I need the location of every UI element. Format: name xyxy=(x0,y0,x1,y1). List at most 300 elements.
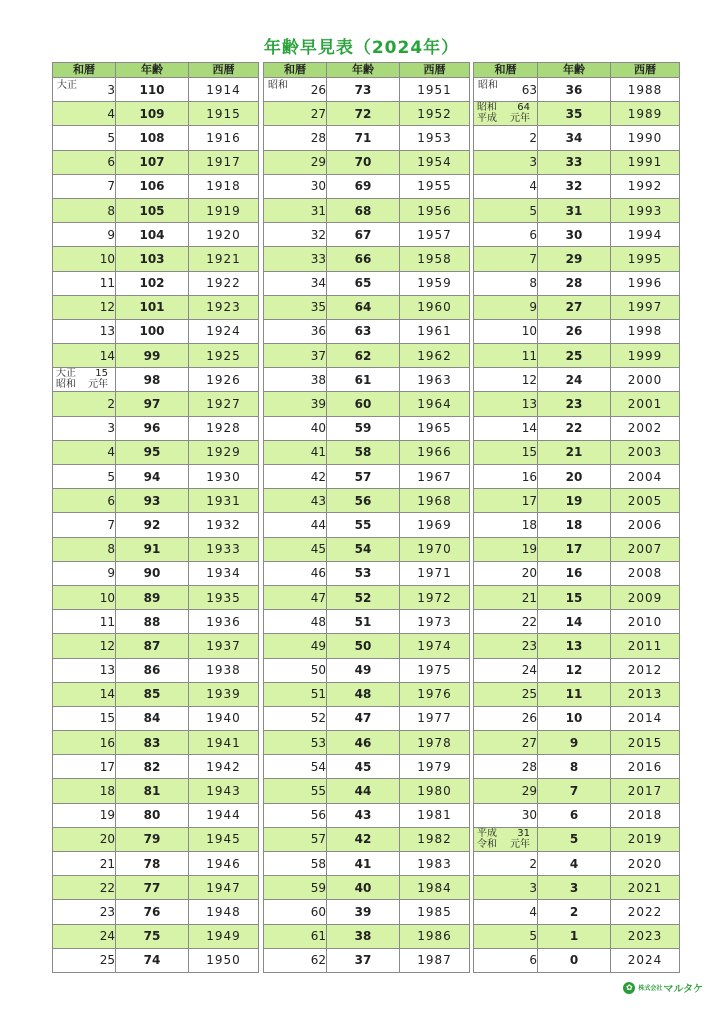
table-row xyxy=(474,537,680,561)
table-row xyxy=(53,126,259,150)
table-row xyxy=(474,465,680,489)
era-year: 14 xyxy=(521,421,537,436)
age-cell: 87 xyxy=(116,634,189,658)
era-cell xyxy=(264,948,327,972)
era-cell xyxy=(53,827,116,851)
table-row xyxy=(53,513,259,537)
era-cell xyxy=(53,634,116,658)
era-cell xyxy=(474,634,538,658)
era-cell xyxy=(264,731,327,755)
year-cell: 2023 xyxy=(611,924,680,948)
era-cell xyxy=(474,174,538,198)
era-cell xyxy=(474,537,538,561)
era-cell xyxy=(53,223,116,247)
era-year: 4 xyxy=(529,179,537,194)
age-cell: 84 xyxy=(116,706,189,730)
era-year: 19 xyxy=(521,542,537,557)
era-year: 63 xyxy=(521,82,537,97)
era-cell xyxy=(264,78,327,102)
era-cell xyxy=(264,658,327,682)
era-cell xyxy=(264,634,327,658)
era-name: 平成 xyxy=(477,827,497,839)
era-year: 12 xyxy=(99,300,115,315)
table-row xyxy=(264,634,470,658)
year-cell: 1947 xyxy=(189,876,259,900)
era-cell xyxy=(474,852,538,876)
year-cell: 1944 xyxy=(189,803,259,827)
age-cell: 88 xyxy=(116,610,189,634)
era-cell xyxy=(53,440,116,464)
age-cell: 1 xyxy=(538,924,611,948)
table-row xyxy=(53,440,259,464)
year-cell: 1915 xyxy=(189,102,259,126)
era-year: 16 xyxy=(99,735,115,750)
era-cell xyxy=(474,368,538,392)
age-cell: 41 xyxy=(327,852,400,876)
era-year: 41 xyxy=(310,445,326,460)
age-cell: 27 xyxy=(538,295,611,319)
table-row xyxy=(264,755,470,779)
table-row xyxy=(264,561,470,585)
era-year: 32 xyxy=(310,227,326,242)
era-cell xyxy=(474,247,538,271)
era-year: 19 xyxy=(99,808,115,823)
era-cell xyxy=(264,561,327,585)
era-cell xyxy=(474,561,538,585)
year-cell: 1914 xyxy=(189,78,259,102)
table-row xyxy=(474,126,680,150)
year-cell: 1963 xyxy=(400,368,470,392)
table-row xyxy=(264,731,470,755)
age-cell: 30 xyxy=(538,223,611,247)
table-row xyxy=(53,634,259,658)
era-cell xyxy=(53,803,116,827)
age-cell: 25 xyxy=(538,344,611,368)
age-cell: 82 xyxy=(116,755,189,779)
year-cell: 1935 xyxy=(189,585,259,609)
age-cell: 10 xyxy=(538,706,611,730)
era-year: 6 xyxy=(107,155,115,170)
year-cell: 1970 xyxy=(400,537,470,561)
year-cell: 2021 xyxy=(611,876,680,900)
era-year: 15 xyxy=(99,711,115,726)
table-row xyxy=(474,682,680,706)
table-row xyxy=(53,344,259,368)
era-year: 20 xyxy=(99,832,115,847)
age-cell: 67 xyxy=(327,223,400,247)
age-cell: 38 xyxy=(327,924,400,948)
table-row xyxy=(53,610,259,634)
table-row xyxy=(474,392,680,416)
era-cell xyxy=(53,198,116,222)
table-row xyxy=(264,537,470,561)
era-year: 29 xyxy=(310,155,326,170)
era-cell xyxy=(53,900,116,924)
year-cell: 2006 xyxy=(611,513,680,537)
year-cell: 1929 xyxy=(189,440,259,464)
age-cell: 47 xyxy=(327,706,400,730)
table-row xyxy=(474,271,680,295)
age-cell: 36 xyxy=(538,78,611,102)
era-year: 8 xyxy=(529,276,537,291)
table-row xyxy=(53,392,259,416)
era-cell xyxy=(264,295,327,319)
era-year: 61 xyxy=(310,929,326,944)
age-cell: 31 xyxy=(538,198,611,222)
era-year: 9 xyxy=(529,300,537,315)
age-cell: 18 xyxy=(538,513,611,537)
era-name: 昭和 xyxy=(477,102,497,114)
era-year: 49 xyxy=(310,638,326,653)
age-cell: 104 xyxy=(116,223,189,247)
table-row xyxy=(474,706,680,730)
table-row xyxy=(53,585,259,609)
era-year: 8 xyxy=(107,542,115,557)
table-row xyxy=(474,948,680,972)
year-cell: 1931 xyxy=(189,489,259,513)
era-name: 大正 xyxy=(56,368,76,380)
era-year: 18 xyxy=(99,784,115,799)
year-cell: 1972 xyxy=(400,585,470,609)
era-year: 3 xyxy=(529,880,537,895)
table-row xyxy=(53,102,259,126)
table-row xyxy=(53,537,259,561)
era-year: 56 xyxy=(310,808,326,823)
table-row xyxy=(474,513,680,537)
era-year: 21 xyxy=(99,856,115,871)
year-cell: 2020 xyxy=(611,852,680,876)
header-year: 西暦 xyxy=(189,63,259,78)
era-cell xyxy=(474,900,538,924)
age-cell: 23 xyxy=(538,392,611,416)
table-row xyxy=(474,416,680,440)
year-cell: 2018 xyxy=(611,803,680,827)
era-year: 39 xyxy=(310,397,326,412)
year-cell: 1986 xyxy=(400,924,470,948)
year-cell: 1992 xyxy=(611,174,680,198)
brand-prefix: 株式会社 xyxy=(638,985,663,992)
age-cell: 51 xyxy=(327,610,400,634)
era-year: 20 xyxy=(521,566,537,581)
table-row xyxy=(474,803,680,827)
era-cell xyxy=(53,271,116,295)
age-cell: 4 xyxy=(538,852,611,876)
table-row xyxy=(474,755,680,779)
era-cell xyxy=(474,102,538,126)
table-row xyxy=(53,827,259,851)
year-cell: 2002 xyxy=(611,416,680,440)
age-cell: 44 xyxy=(327,779,400,803)
year-cell: 1960 xyxy=(400,295,470,319)
era-year: 64 xyxy=(517,102,530,114)
era-year: 22 xyxy=(99,880,115,895)
age-cell: 40 xyxy=(327,876,400,900)
era-year: 33 xyxy=(310,251,326,266)
era-year: 18 xyxy=(521,517,537,532)
table-row xyxy=(264,295,470,319)
era-year: 30 xyxy=(310,179,326,194)
year-cell: 1959 xyxy=(400,271,470,295)
era-cell xyxy=(474,78,538,102)
era-cell xyxy=(53,876,116,900)
year-cell: 1985 xyxy=(400,900,470,924)
age-cell: 105 xyxy=(116,198,189,222)
era-cell xyxy=(474,198,538,222)
year-cell: 2007 xyxy=(611,537,680,561)
year-cell: 1993 xyxy=(611,198,680,222)
year-cell: 1927 xyxy=(189,392,259,416)
age-cell: 93 xyxy=(116,489,189,513)
age-cell: 110 xyxy=(116,78,189,102)
year-cell: 1995 xyxy=(611,247,680,271)
age-cell: 98 xyxy=(116,368,189,392)
year-cell: 1977 xyxy=(400,706,470,730)
era-year: 15 xyxy=(95,368,108,380)
era-cell xyxy=(474,682,538,706)
age-cell: 63 xyxy=(327,319,400,343)
age-cell: 3 xyxy=(538,876,611,900)
era-cell xyxy=(264,440,327,464)
table-row xyxy=(474,344,680,368)
era-cell xyxy=(264,465,327,489)
era-cell xyxy=(474,948,538,972)
age-table-2 xyxy=(263,62,470,973)
year-cell: 2004 xyxy=(611,465,680,489)
era-year: 60 xyxy=(310,904,326,919)
table-row xyxy=(264,344,470,368)
age-cell: 102 xyxy=(116,271,189,295)
era-cell xyxy=(264,706,327,730)
era-cell xyxy=(474,344,538,368)
age-cell: 34 xyxy=(538,126,611,150)
era-year: 25 xyxy=(521,687,537,702)
age-cell: 43 xyxy=(327,803,400,827)
age-cell: 29 xyxy=(538,247,611,271)
page-title: 年齢早見表（2024年） xyxy=(263,38,460,58)
year-cell: 2016 xyxy=(611,755,680,779)
age-cell: 9 xyxy=(538,731,611,755)
year-cell: 1917 xyxy=(189,150,259,174)
year-cell: 1990 xyxy=(611,126,680,150)
era-year: 元年 xyxy=(510,839,530,850)
age-cell: 17 xyxy=(538,537,611,561)
table-row xyxy=(474,827,680,851)
year-cell: 1978 xyxy=(400,731,470,755)
era-cell xyxy=(474,440,538,464)
era-cell xyxy=(264,271,327,295)
age-cell: 53 xyxy=(327,561,400,585)
era-year: 16 xyxy=(521,469,537,484)
table-row xyxy=(474,852,680,876)
year-cell: 1949 xyxy=(189,924,259,948)
year-cell: 1928 xyxy=(189,416,259,440)
era-year: 57 xyxy=(310,832,326,847)
year-cell: 1987 xyxy=(400,948,470,972)
age-cell: 59 xyxy=(327,416,400,440)
age-cell: 109 xyxy=(116,102,189,126)
table-row xyxy=(474,561,680,585)
era-cell xyxy=(53,706,116,730)
age-cell: 54 xyxy=(327,537,400,561)
table-row xyxy=(474,924,680,948)
era-year: 51 xyxy=(310,687,326,702)
era-cell xyxy=(53,513,116,537)
year-cell: 1974 xyxy=(400,634,470,658)
year-cell: 1948 xyxy=(189,900,259,924)
table-row xyxy=(53,924,259,948)
table-row xyxy=(264,779,470,803)
age-cell: 50 xyxy=(327,634,400,658)
table-row xyxy=(264,126,470,150)
era-cell xyxy=(474,271,538,295)
era-year: 26 xyxy=(310,82,326,97)
table-row xyxy=(474,102,680,126)
age-cell: 7 xyxy=(538,779,611,803)
age-cell: 81 xyxy=(116,779,189,803)
era-year: 34 xyxy=(310,276,326,291)
table-row xyxy=(53,731,259,755)
era-cell xyxy=(264,126,327,150)
era-cell xyxy=(53,247,116,271)
year-cell: 1954 xyxy=(400,150,470,174)
era-year: 62 xyxy=(310,953,326,968)
table-row xyxy=(264,658,470,682)
era-year: 55 xyxy=(310,784,326,799)
year-cell: 1968 xyxy=(400,489,470,513)
table-row xyxy=(474,585,680,609)
age-cell: 19 xyxy=(538,489,611,513)
year-cell: 1922 xyxy=(189,271,259,295)
era-year: 5 xyxy=(107,130,115,145)
era-cell xyxy=(53,174,116,198)
year-cell: 1998 xyxy=(611,319,680,343)
era-cell xyxy=(264,198,327,222)
table-row xyxy=(53,876,259,900)
era-line xyxy=(477,840,530,850)
header-age: 年齢 xyxy=(116,63,189,78)
era-cell xyxy=(53,948,116,972)
age-cell: 58 xyxy=(327,440,400,464)
era-year: 3 xyxy=(529,155,537,170)
table-row xyxy=(264,392,470,416)
year-cell: 2022 xyxy=(611,900,680,924)
era-cell xyxy=(264,150,327,174)
era-year: 9 xyxy=(107,566,115,581)
age-cell: 32 xyxy=(538,174,611,198)
table-row xyxy=(264,319,470,343)
year-cell: 2003 xyxy=(611,440,680,464)
era-year: 36 xyxy=(310,324,326,339)
table-row xyxy=(53,706,259,730)
table-row xyxy=(53,948,259,972)
year-cell: 2008 xyxy=(611,561,680,585)
era-cell xyxy=(264,102,327,126)
header-age: 年齢 xyxy=(538,63,611,78)
table-row xyxy=(53,561,259,585)
era-year: 12 xyxy=(521,372,537,387)
age-cell: 6 xyxy=(538,803,611,827)
era-cell xyxy=(474,513,538,537)
table-row xyxy=(264,706,470,730)
era-year: 4 xyxy=(107,106,115,121)
era-year: 17 xyxy=(99,759,115,774)
age-cell: 106 xyxy=(116,174,189,198)
age-cell: 78 xyxy=(116,852,189,876)
year-cell: 1961 xyxy=(400,319,470,343)
table-row xyxy=(474,198,680,222)
era-year: 26 xyxy=(521,711,537,726)
age-cell: 35 xyxy=(538,102,611,126)
year-cell: 2013 xyxy=(611,682,680,706)
era-year: 13 xyxy=(99,324,115,339)
era-year: 23 xyxy=(521,638,537,653)
table-row xyxy=(264,440,470,464)
era-cell xyxy=(53,465,116,489)
era-cell xyxy=(474,876,538,900)
era-year: 6 xyxy=(529,953,537,968)
year-cell: 1996 xyxy=(611,271,680,295)
year-cell: 1965 xyxy=(400,416,470,440)
table-row xyxy=(264,174,470,198)
age-cell: 79 xyxy=(116,827,189,851)
era-year: 58 xyxy=(310,856,326,871)
table-row xyxy=(474,779,680,803)
table-row xyxy=(264,489,470,513)
era-cell xyxy=(474,779,538,803)
table-row xyxy=(264,102,470,126)
era-cell xyxy=(53,537,116,561)
age-cell: 92 xyxy=(116,513,189,537)
age-cell: 16 xyxy=(538,561,611,585)
era-cell xyxy=(53,731,116,755)
table-row xyxy=(264,585,470,609)
age-cell: 21 xyxy=(538,440,611,464)
age-cell: 22 xyxy=(538,416,611,440)
table-row xyxy=(53,78,259,102)
age-cell: 74 xyxy=(116,948,189,972)
year-cell: 1942 xyxy=(189,755,259,779)
era-year: 元年 xyxy=(510,113,530,125)
era-year: 12 xyxy=(99,638,115,653)
year-cell: 1982 xyxy=(400,827,470,851)
age-cell: 15 xyxy=(538,585,611,609)
table-row xyxy=(264,368,470,392)
age-cell: 61 xyxy=(327,368,400,392)
age-cell: 107 xyxy=(116,150,189,174)
era-year: 2 xyxy=(107,397,115,412)
era-year: 14 xyxy=(99,687,115,702)
table-row xyxy=(264,682,470,706)
era-line xyxy=(477,114,530,124)
era-year: 2 xyxy=(529,856,537,871)
era-cell xyxy=(474,319,538,343)
era-year: 50 xyxy=(310,663,326,678)
era-year: 45 xyxy=(310,542,326,557)
era-cell xyxy=(53,78,116,102)
year-cell: 1991 xyxy=(611,150,680,174)
table-row xyxy=(474,150,680,174)
table-row xyxy=(474,489,680,513)
era-cell xyxy=(474,126,538,150)
age-cell: 49 xyxy=(327,658,400,682)
table-row xyxy=(53,682,259,706)
age-cell: 86 xyxy=(116,658,189,682)
age-cell: 101 xyxy=(116,295,189,319)
year-cell: 1983 xyxy=(400,852,470,876)
era-name: 昭和 xyxy=(268,80,288,91)
era-year: 52 xyxy=(310,711,326,726)
table-row xyxy=(53,658,259,682)
